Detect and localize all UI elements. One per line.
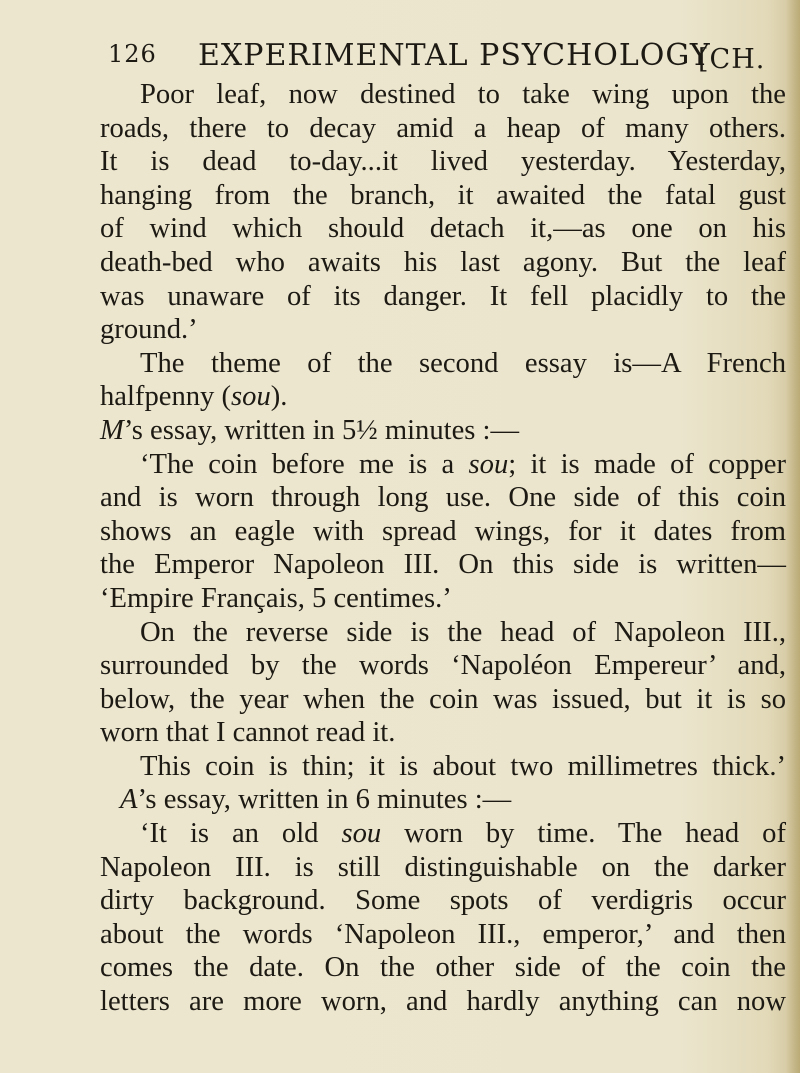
text-line: Napoleon III. is still distinguishable on the darker — [100, 851, 786, 883]
page-edge-shadow — [786, 0, 800, 1073]
page-header — [100, 36, 790, 76]
text-line: death-bed who awaits his last agony. But the leaf — [100, 246, 786, 278]
text-line: comes the date. On the other side of the coin the — [100, 952, 786, 984]
text-line: the Emperor Napoleon III. On this side is written— — [100, 549, 786, 581]
text-line: was unaware of its danger. It fell placidly to the — [100, 280, 786, 312]
text-line: ‘It is an old sou worn by time. The head of — [140, 818, 786, 850]
text-line: and is worn through long use. One side of this coin — [100, 482, 786, 514]
page-number: 126 — [108, 40, 157, 68]
chapter-mark: [CH. — [698, 44, 766, 75]
text-line: Poor leaf, now destined to take wing upon the — [140, 79, 786, 110]
text-line: M’s essay, written in 5½ minutes :— — [100, 414, 520, 446]
text-line: This coin is thin; it is about two millimetres thick.’ — [140, 750, 786, 782]
text-line: surrounded by the words ‘Napoléon Empereur’ and, — [100, 650, 786, 682]
text-line: roads, there to decay amid a heap of many others. — [100, 112, 786, 144]
text-line: about the words ‘Napoleon III., emperor,’ and then — [100, 918, 786, 950]
text-line: shows an eagle with spread wings, for it dates from — [100, 515, 786, 547]
text-line: letters are more worn, and hardly anything can now — [100, 986, 786, 1018]
text-line: It is dead to-day...it lived yesterday. Yesterday, — [100, 146, 786, 178]
running-head: EXPERIMENTAL PSYCHOLOGY — [198, 38, 711, 73]
text-line: ‘The coin before me is a sou; it is made of copper — [140, 448, 787, 480]
text-line: dirty background. Some spots of verdigris occur — [100, 885, 786, 917]
text-line: ground.’ — [100, 314, 198, 346]
text-line: On the reverse side is the head of Napoleon III., — [140, 616, 786, 648]
text-line: worn that I cannot read it. — [100, 717, 396, 749]
text-line: halfpenny (sou). — [100, 381, 288, 413]
text-line: The theme of the second essay is—A French — [140, 347, 786, 379]
text-line: hanging from the branch, it awaited the fatal gust — [100, 179, 786, 211]
text-line: ‘Empire Français, 5 centimes.’ — [100, 582, 452, 614]
text-line: A’s essay, written in 6 minutes :— — [120, 784, 512, 816]
text-line: below, the year when the coin was issued, but it is so — [100, 683, 786, 715]
text-line: of wind which should detach it,—as one on his — [100, 213, 786, 245]
body-text — [100, 78, 786, 1019]
